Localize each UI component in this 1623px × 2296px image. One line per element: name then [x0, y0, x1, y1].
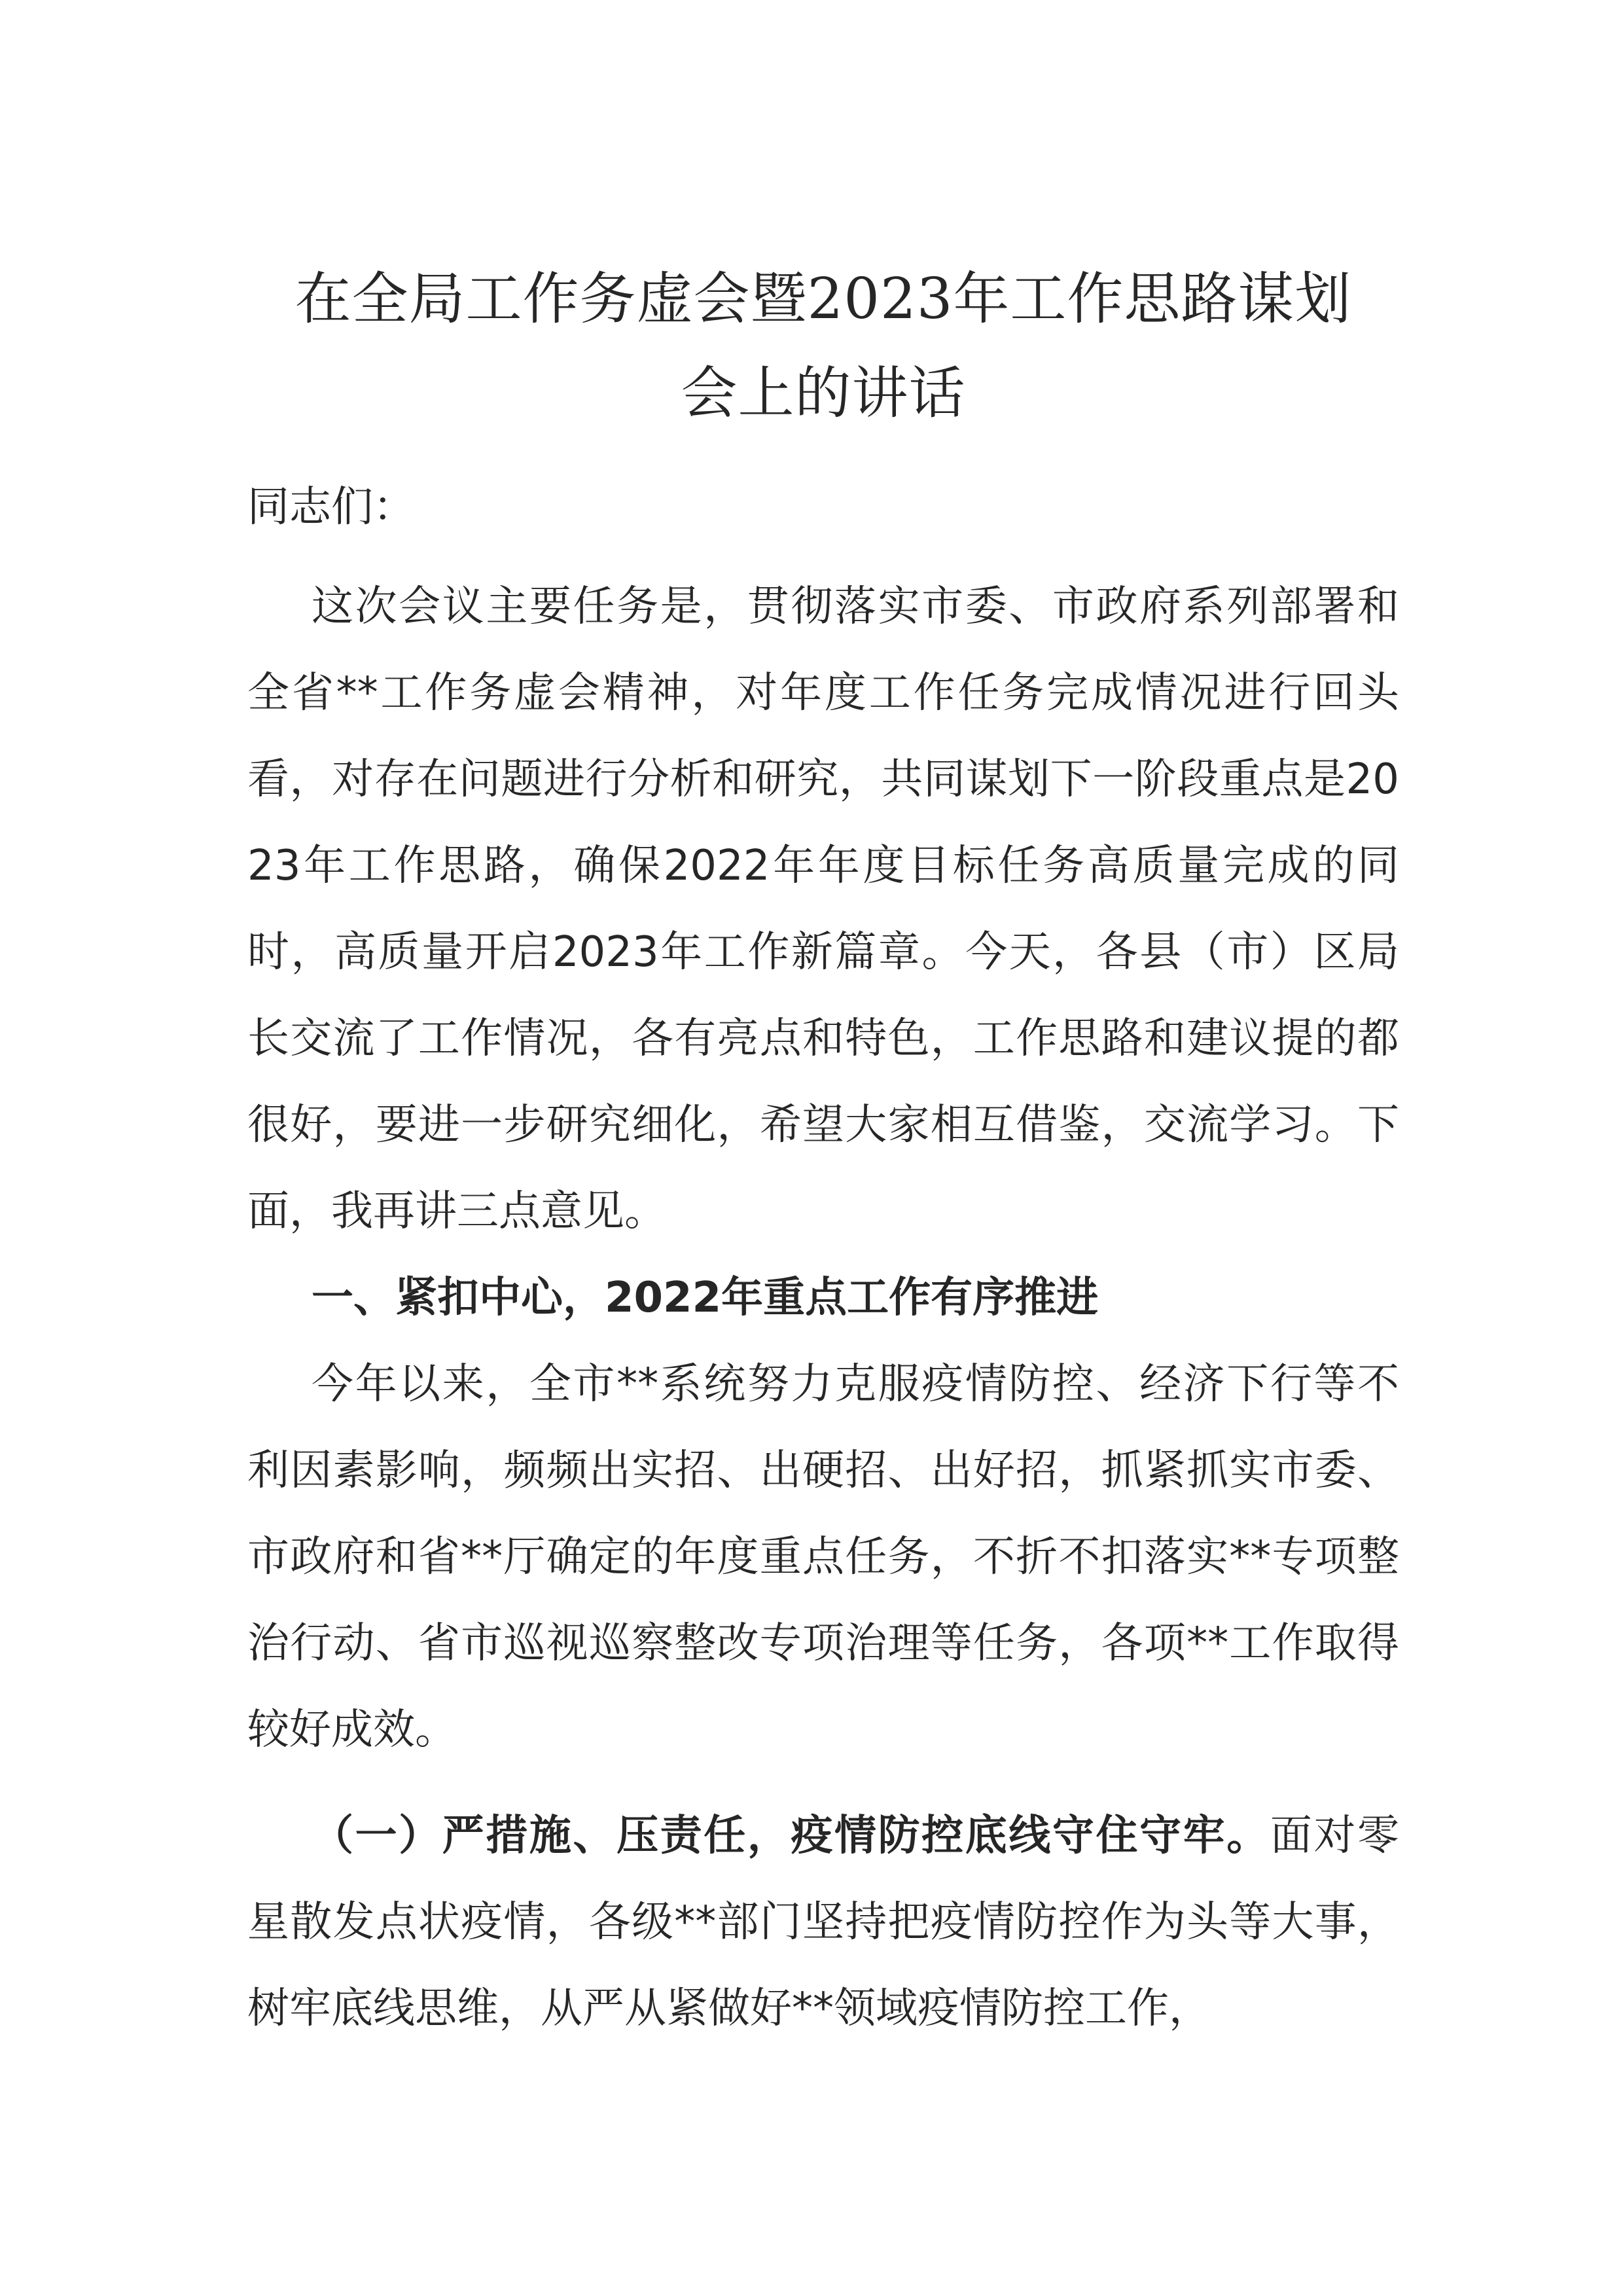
subsection-lead: （一）严措施、压责任，疫情防控底线守住守牢。	[312, 1812, 1270, 1860]
paragraph-intro: 这次会议主要任务是，贯彻落实市委、市政府系列部署和全省**工作务虚会精神，对年度工作任务完成情况进行回头看，对存在问题进行分析和研究，共同谋划下一阶段重点是2023年工作思路，确保2022年年度目标任务高质量完成的同时，高质量开启2023年工作新篇章。今天，各县（市）区局长交流了工作情况，各有亮点和特色，工作思路和建议提的都很好，要进一步研究细化，希望大家相互借鉴，交流学习。下面，我再讲三点意见。	[247, 583, 1399, 1236]
salutation: 同志们：	[247, 483, 415, 531]
subsection-text: 面对零星散发点状疫情，各级**部门坚持把疫情防控作为头等大事，树牢底线思维，从严从紧做好**领域疫情防控工作，	[247, 1812, 1400, 2033]
paragraph-section-1: 今年以来，全市**系统努力克服疫情防控、经济下行等不利因素影响，频频出实招、出硬招、出好招，抓紧抓实市委、市政府和省**厅确定的年度重点任务，不折不扣落实**专项整治行动、省市巡视巡察整改专项治理等任务，各项**工作取得较好成效。	[247, 1360, 1399, 1754]
paragraph-subsection-1	[247, 1793, 1399, 2052]
document-title	[221, 252, 1425, 440]
title-line-1: 在全局工作务虚会暨2023年工作思路谋划	[294, 266, 1352, 332]
title-line-2: 会上的讲话	[681, 361, 966, 426]
section-heading-1: 一、紧扣中心，2022年重点工作有序推进	[312, 1274, 1099, 1322]
document-page	[247, 252, 1399, 2052]
